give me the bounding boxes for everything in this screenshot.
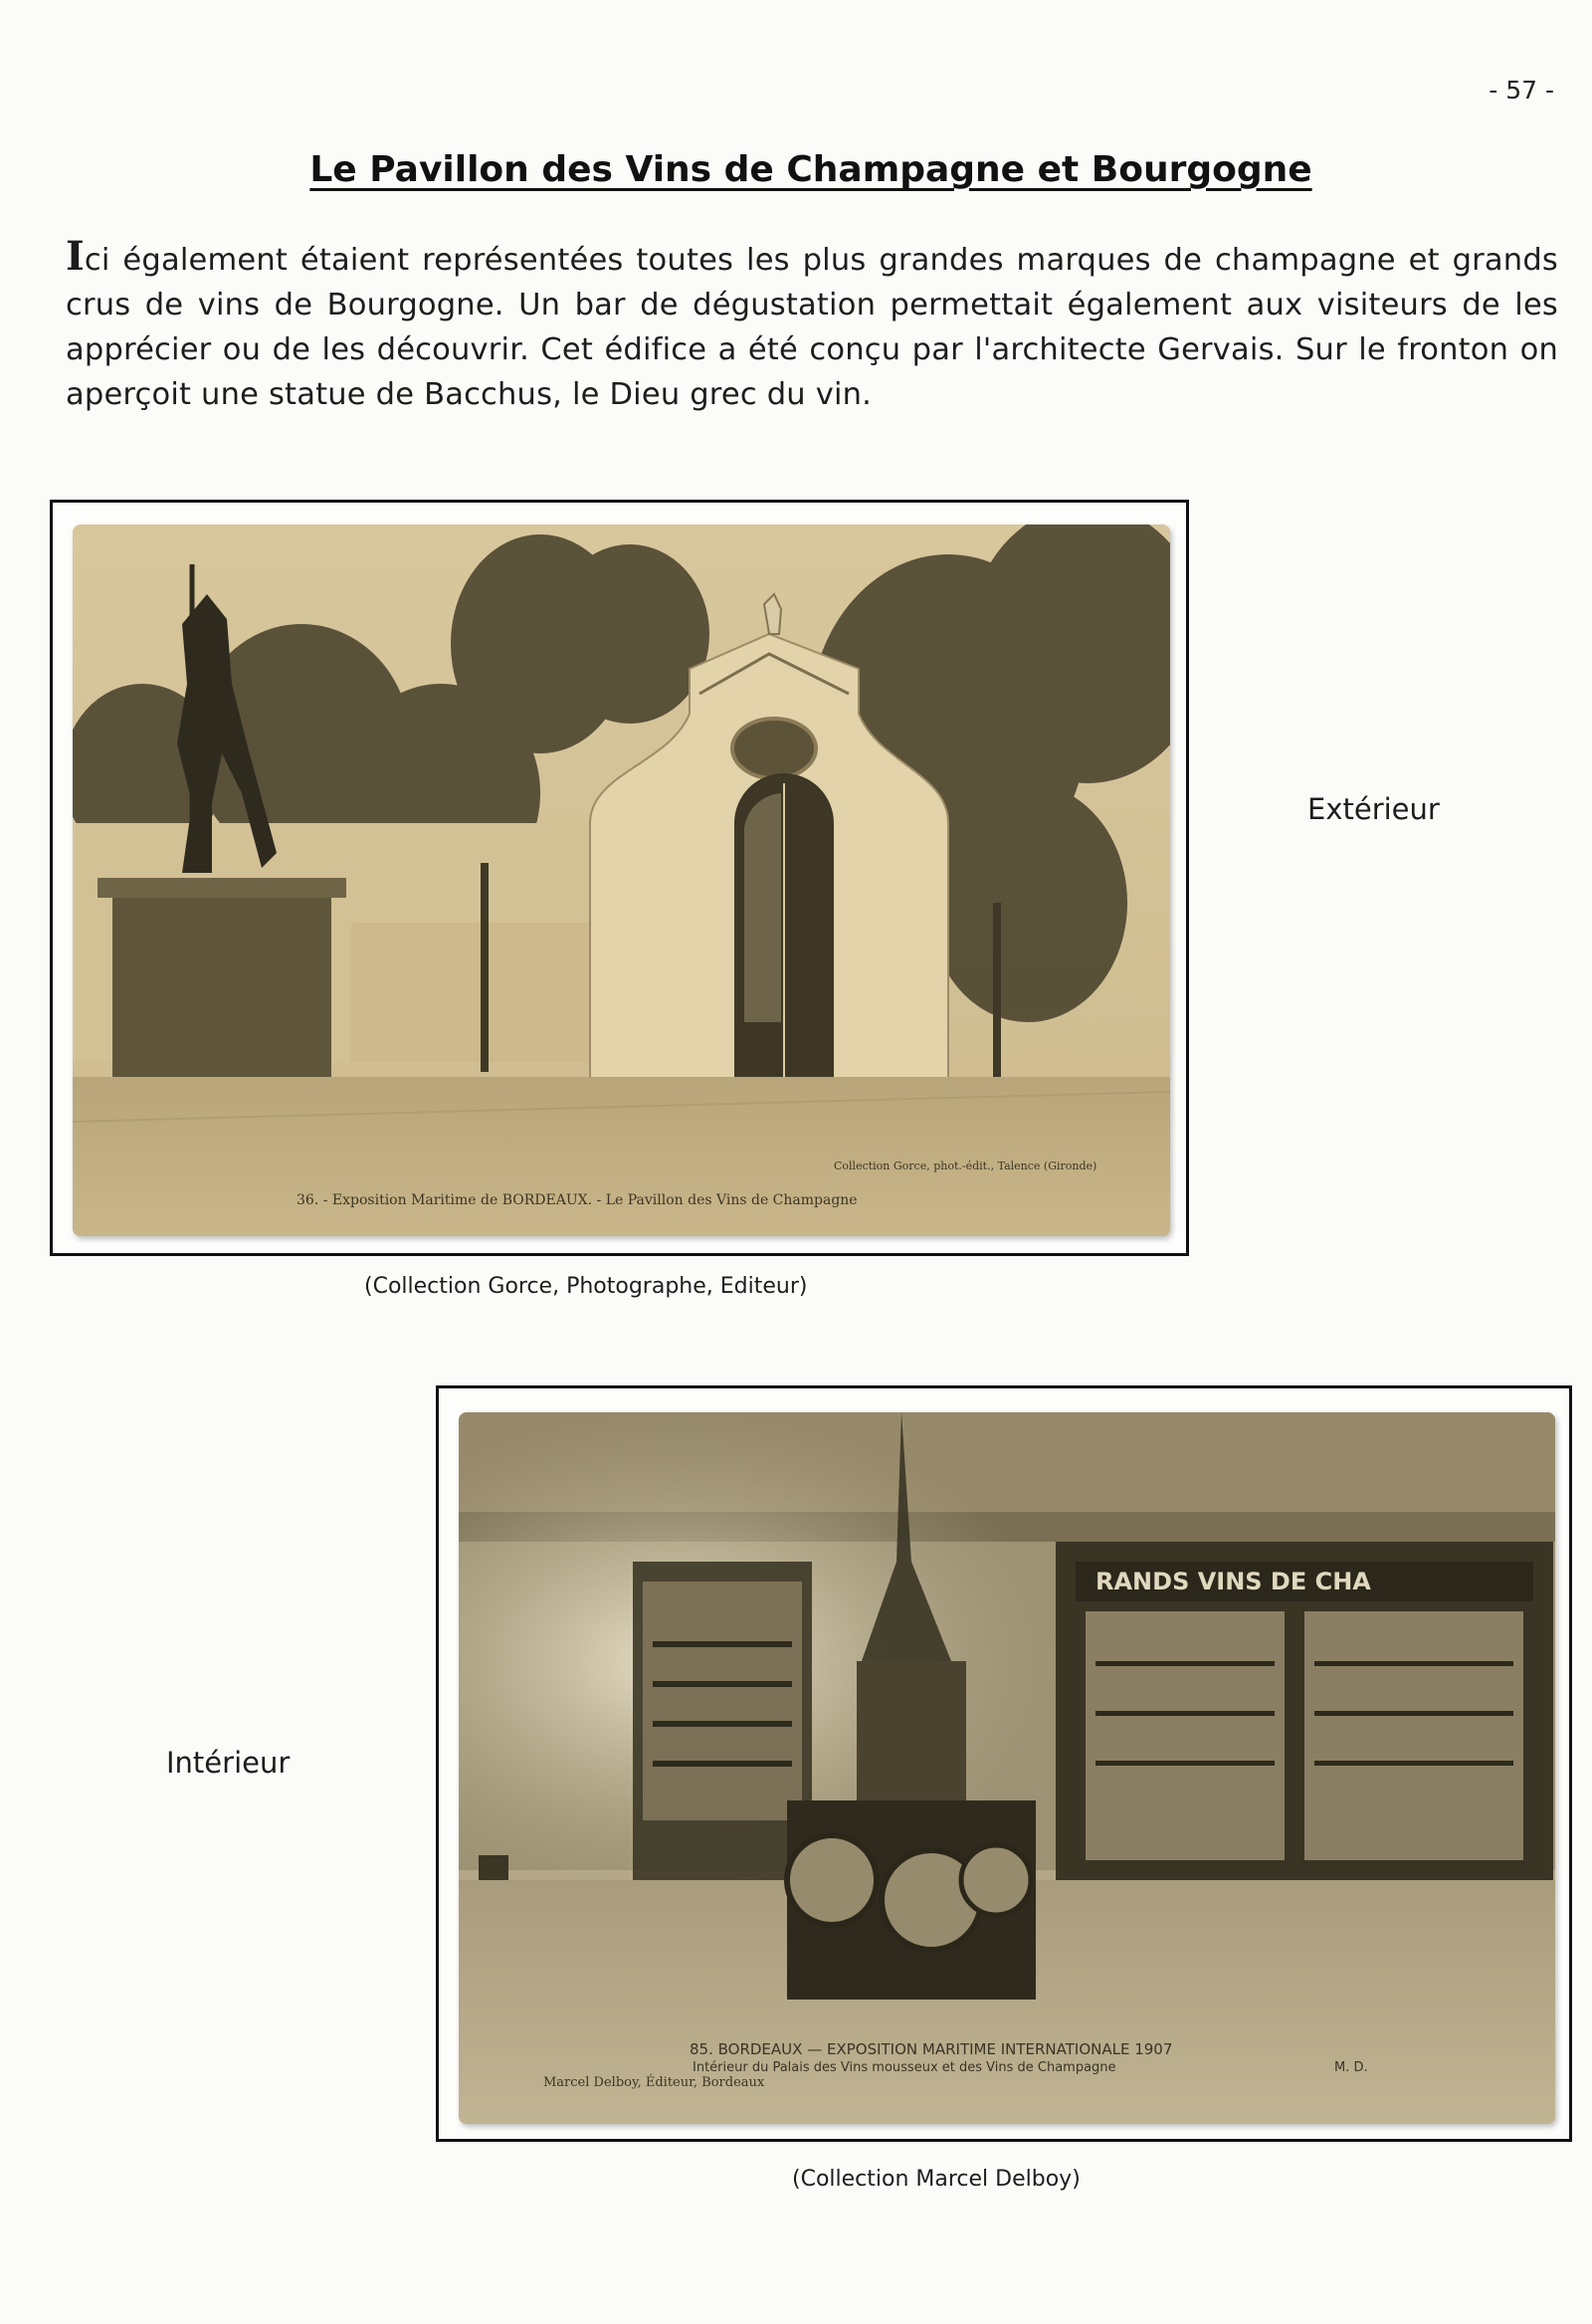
intro-dropcap: I [66,233,85,280]
intro-paragraph [66,234,1558,417]
interior-publisher-line: Marcel Delboy, Éditeur, Bordeaux [543,2075,765,2090]
interior-card-initials: M. D. [1334,2060,1368,2075]
page-title: Le Pavillon des Vins de Champagne et Bourgogne [309,149,1312,190]
interior-card-caption-line1: 85. BORDEAUX — EXPOSITION MARITIME INTERNATIONALE 1907 [690,2040,1173,2058]
exterior-postcard-frame [50,500,1189,1256]
exterior-label: Extérieur [1307,792,1440,826]
interior-postcard-photo [459,1412,1555,2124]
interior-card-caption-line2: Intérieur du Palais des Vins mousseux et des Vins de Champagne [693,2060,1116,2075]
interior-sign-text: RANDS VINS DE CHA [1095,1568,1371,1595]
exterior-postcard-photo [73,525,1170,1236]
interior-caption: (Collection Marcel Delboy) [792,2167,1081,2192]
intro-text: ci également étaient représentées toutes les plus grandes marques de champagne et grands crus de vins de Bourgogne. Un bar de dégustation permettait également aux visiteurs de les apprécier ou de les découvrir. Cet édifice a été conçu par l'architecte Gervais. Sur le fronton on aperçoit une statue de Bacchus, le Dieu grec du vin. [66,243,1558,412]
interior-label: Intérieur [166,1746,291,1780]
interior-postcard-image [459,1412,1555,2124]
interior-postcard-frame [436,1385,1572,2142]
exterior-caption: (Collection Gorce, Photographe, Editeur) [364,1274,808,1299]
exterior-card-caption: 36. - Exposition Maritime de BORDEAUX. - Le Pavillon des Vins de Champagne [297,1192,858,1208]
page-number: - 57 - [1489,76,1554,105]
exterior-postcard-image [73,525,1170,1236]
exterior-publisher-line: Collection Gorce, phot.-édit., Talence (Gironde) [834,1160,1097,1172]
